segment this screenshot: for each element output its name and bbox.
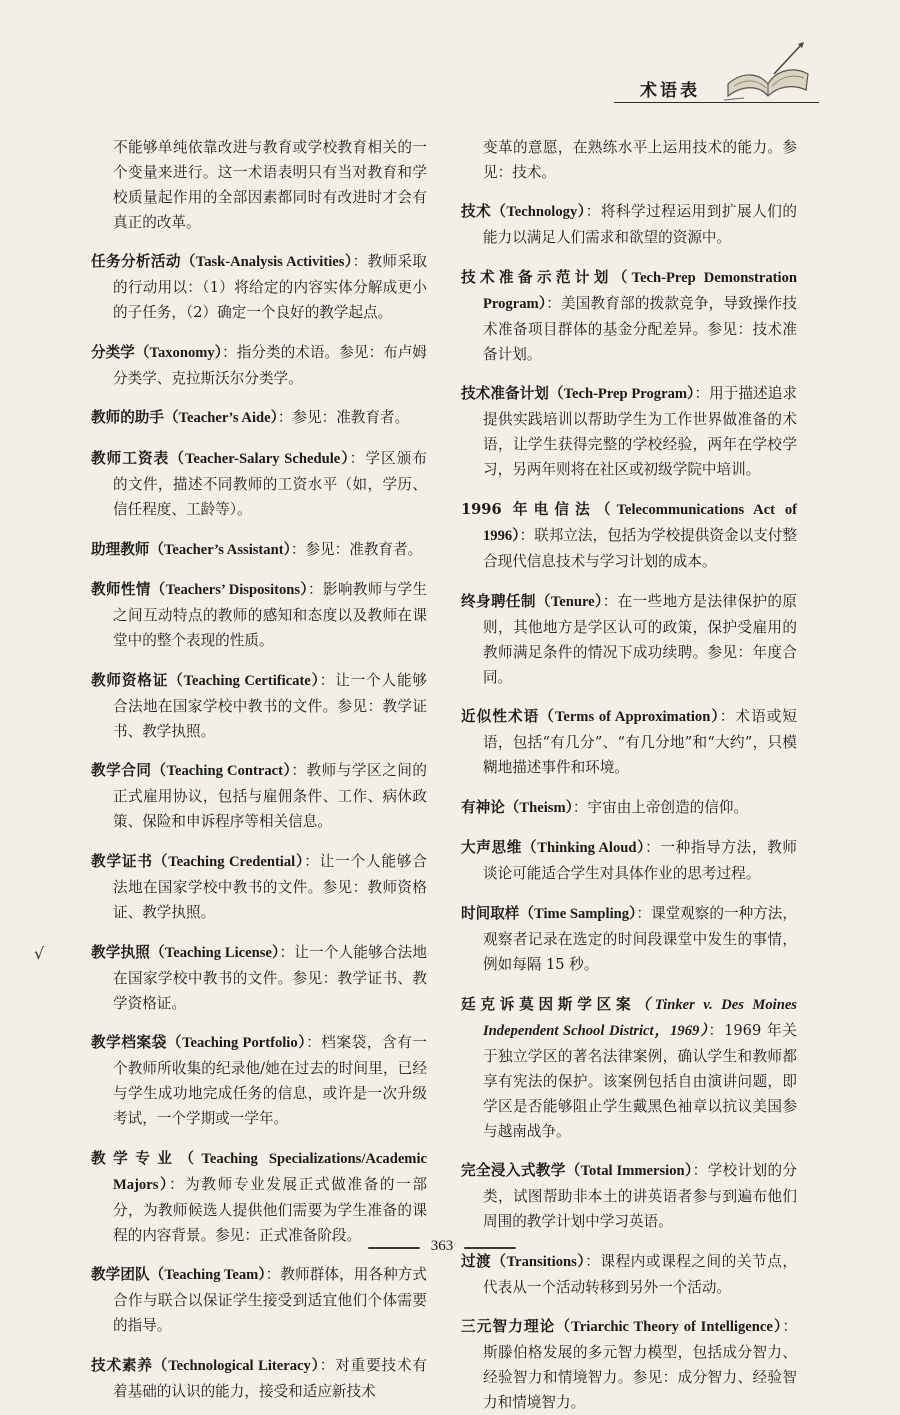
entry-definition: ：一种指导方法，教师谈论可能适合学生对具体作业的思考过程。 [483, 839, 797, 883]
entry-english-term: （Telecommunications Act of 1996） [483, 501, 797, 544]
entry-term: 廷克诉莫因斯学区案 [461, 995, 636, 1013]
entry-term: 教学专业 [91, 1149, 180, 1167]
glossary-entry [461, 1314, 797, 1415]
entry-definition: 变革的意愿，在熟练水平上运用技术的能力。参见：技术。 [483, 138, 797, 181]
entry-english-term: （Tenure） [535, 593, 603, 610]
entry-definition: ：美国教育部的拨款竞争，导致操作技术准备项目群体的基金分配差异。参见：技术准备计划。 [483, 294, 797, 363]
entry-english-term: （Teaching Certificate） [168, 672, 320, 689]
entry-term: 教学团队 [91, 1266, 150, 1284]
entry-definition: ：斯滕伯格发展的多元智力模型，包括成分智力、经验智力和情境智力。参见：成分智力、经验智力和情境智力。 [483, 1318, 797, 1412]
entry-term: 技术 [461, 203, 492, 221]
entry-english-term: （Tech-Prep Program） [548, 386, 695, 403]
glossary-entry [461, 704, 797, 780]
entry-term: 技术素养 [91, 1356, 153, 1374]
glossary-entry [91, 537, 427, 563]
entry-english-term: （Teaching Credential） [152, 853, 305, 870]
entry-term: 技术准备计划 [461, 385, 549, 403]
entry-term: 有神论 [461, 798, 505, 816]
entry-definition: ：课堂观察的一种方法，观察者记录在选定的时间段课堂中发生的事情，例如每隔 15 秒。 [483, 904, 797, 973]
entry-english-term: （Teacher’s Assistant） [149, 541, 291, 558]
entry-english-term: （Teaching Team） [149, 1267, 266, 1284]
glossary-entry [91, 135, 427, 235]
entry-definition: ：教师与学区之间的正式雇用协议，包括与雇佣条件、工作、病休政策、保险和申诉程序等相关信息。 [113, 762, 427, 831]
glossary-entry [91, 405, 427, 431]
entry-definition: ：学校计划的分类，试图帮助非本土的讲英语者参与到遍布他们周围的教学计划中学习英语。 [483, 1162, 797, 1231]
glossary-entry [461, 589, 797, 690]
glossary-entry [91, 668, 427, 744]
glossary-entry [461, 992, 797, 1144]
entry-term: 教学证书 [91, 852, 153, 870]
entry-definition: ：为教师专业发展正式做准备的一部分，为教师候选人提供他们需要为学生准备的课程的内容背景。参见：正式准备阶段。 [113, 1175, 427, 1244]
glossary-entry [91, 758, 427, 834]
glossary-entry [91, 849, 427, 925]
entry-definition: ：影响教师与学生之间互动特点的教师的感知和态度以及教师在课堂中的整个表现的性质。 [113, 581, 427, 650]
header-title: 术语表 [640, 81, 700, 101]
entry-english-term: （Tech-Prep Demonstration Program） [483, 269, 797, 312]
entry-definition: ：对重要技术有着基础的认识的能力，接受和适应新技术 [113, 1356, 427, 1400]
entry-english-term: （Teacher’s Aide） [163, 410, 278, 427]
entry-term: 教师性情 [91, 581, 151, 599]
entry-definition: ：教师群体，用各种方式合作与联合以保证学生接受到适宜他们个体需要的指导。 [113, 1266, 427, 1335]
entry-english-term: （Teacher-Salary Schedule） [169, 450, 350, 467]
glossary-entry [91, 446, 427, 522]
entry-english-term: （Technological Literacy） [152, 1357, 320, 1374]
entry-term: 终身聘任制 [461, 592, 536, 610]
entry-definition: ：让一个人能够合法地在国家学校中教书的文件。参见：教学证书、教学执照。 [113, 671, 427, 740]
entry-term: 教学执照 [91, 943, 151, 961]
entry-definition: ：参见：准教育者。 [290, 540, 423, 558]
entry-term: 近似性术语 [461, 708, 540, 726]
entry-english-term: （Teaching Specializations/Academic Majors） [113, 1150, 427, 1193]
entry-term: 教学档案袋 [91, 1034, 167, 1052]
entry-definition: ：教师采取的行动用以：（1）将给定的内容实体分解成更小的子任务，（2）确定一个良好的教学起点。 [113, 253, 427, 322]
entry-english-term: （Technology） [491, 204, 586, 221]
margin-check-mark: √ [34, 944, 45, 963]
entry-english-term: （Teachers’ Dispositons） [150, 582, 309, 599]
entry-english-term: （Time Sampling） [519, 905, 637, 922]
glossary-entry [91, 340, 427, 391]
glossary-entry [461, 901, 797, 977]
entry-term: 分类学 [91, 343, 135, 361]
glossary-entry [91, 1146, 427, 1248]
entry-definition: ：术语或短语，包括“有几分”、“有几分地”和“大约”，只模糊地描述事件和环境。 [483, 708, 797, 777]
entry-term: 过渡 [461, 1252, 492, 1270]
entry-term: 教师工资表 [91, 449, 170, 467]
glossary-entry [461, 1158, 797, 1234]
entry-definition: ：在一些地方是法律保护的原则，其他地方是学区认可的政策，保护受雇用的教师满足条件的情况下成功续聘。参见：年度合同。 [483, 592, 797, 686]
running-header [614, 62, 819, 106]
page-footer [0, 1236, 900, 1260]
entry-english-term: （Thinking Aloud） [522, 840, 646, 857]
entry-definition: ：参见：准教育者。 [277, 409, 410, 427]
glossary-entry [461, 497, 797, 574]
entry-definition: ：档案袋，含有一个教师所收集的纪录他/她在过去的时间里，已经与学生成功地完成任务的信息，或许是一次升级考试，一个学期或一学年。 [113, 1034, 427, 1128]
entry-term: 助理教师 [91, 540, 150, 558]
entry-english-term: （Terms of Approximation） [539, 709, 720, 726]
glossary-entry [461, 135, 797, 185]
glossary-entry [91, 1030, 427, 1131]
page-number: 363 [430, 1238, 454, 1254]
entry-english-term: （Teaching Contract） [151, 763, 292, 780]
header-rule [614, 102, 819, 103]
entry-english-term: （Total Immersion） [565, 1163, 693, 1180]
entry-english-term: （Triarchic Theory of Intelligence） [555, 1319, 783, 1336]
glossary-entry [91, 1353, 427, 1404]
entry-english-term: （Theism） [504, 799, 573, 816]
entry-term: 任务分析活动 [91, 253, 181, 271]
entry-english-term: （Task-Analysis Activities） [180, 254, 353, 271]
entry-term: 三元智力理论 [461, 1318, 556, 1336]
entry-english-term: （Taxonomy） [134, 344, 223, 361]
glossary-entry [461, 381, 797, 482]
footer-ornament-left [368, 1247, 420, 1249]
glossary-entry [461, 835, 797, 886]
entry-term: 教师资格证 [91, 671, 169, 689]
entry-term: 教学合同 [91, 762, 152, 780]
entry-definition: ：宇宙由上帝创造的信仰。 [572, 798, 749, 816]
entry-definition: ：1969 年关于独立学区的著名法律案例，确认学生和教师都享有宪法的保护。该案例包括自由演讲问题，即学区是否能够阻止学生戴黑色袖章以抗议美国参与越南战争。 [483, 1021, 798, 1140]
entry-definition: ：指分类的术语。参见：布卢姆分类学、克拉斯沃尔分类学。 [113, 343, 427, 387]
entry-definition: ：学区颁布的文件，描述不同教师的工资水平（如，学历、信任程度、工龄等）。 [113, 449, 427, 518]
glossary-entry [91, 940, 427, 1016]
entry-definition: ：将科学过程运用到扩展人们的能力以满足人们需求和欲望的资源中。 [483, 203, 797, 247]
glossary-entry [91, 577, 427, 653]
left-column [91, 120, 427, 1404]
entry-definition: ：用于描述追求提供实践培训以帮助学生为工作世界做准备的术语，让学生获得完整的学校经验，两年在学校学习，另两年则将在社区或初级学院中培训。 [483, 385, 797, 479]
entry-definition: ：让一个人能够合法地在国家学校中教书的文件。参见：教师资格证、教学执照。 [113, 852, 427, 921]
glossary-entry [91, 249, 427, 325]
entry-term: 技术准备示范计划 [461, 268, 613, 286]
entry-term: 大声思维 [461, 839, 523, 857]
entry-english-term: （Transitions） [491, 1253, 586, 1270]
right-column [461, 120, 797, 1415]
entry-term: 完全浸入式教学 [461, 1162, 566, 1180]
glossary-entry [91, 1262, 427, 1338]
footer-ornament-right [464, 1247, 516, 1249]
glossary-entry [461, 795, 797, 821]
entry-english-term: （Tinker v. Des Moines Independent School District，1969） [483, 996, 797, 1039]
entry-definition: ：让一个人能够合法地在国家学校中教书的文件。参见：教学证书、教学资格证。 [113, 943, 427, 1012]
entry-english-term: （Teaching Portfolio） [166, 1035, 307, 1052]
glossary-entry [461, 265, 797, 367]
entry-term: 1996 年电信法 [461, 500, 596, 518]
open-book-icon [714, 40, 814, 104]
entry-definition: 不能够单纯依靠改进与教育或学校教育相关的一个变量来进行。这一术语表明只有当对教育和学校质量起作用的全部因素都同时有改进时才会有真正的改革。 [113, 138, 427, 231]
glossary-entry [461, 199, 797, 250]
entry-english-term: （Teaching License） [150, 944, 280, 961]
entry-term: 教师的助手 [91, 409, 164, 427]
entry-term: 时间取样 [461, 904, 520, 922]
entry-definition: ：联邦立法，包括为学校提供资金以支付整合现代信息技术与学习计划的成本。 [483, 526, 797, 570]
entry-definition: ：课程内或课程之间的关节点，代表从一个活动转移到另外一个活动。 [483, 1252, 797, 1296]
